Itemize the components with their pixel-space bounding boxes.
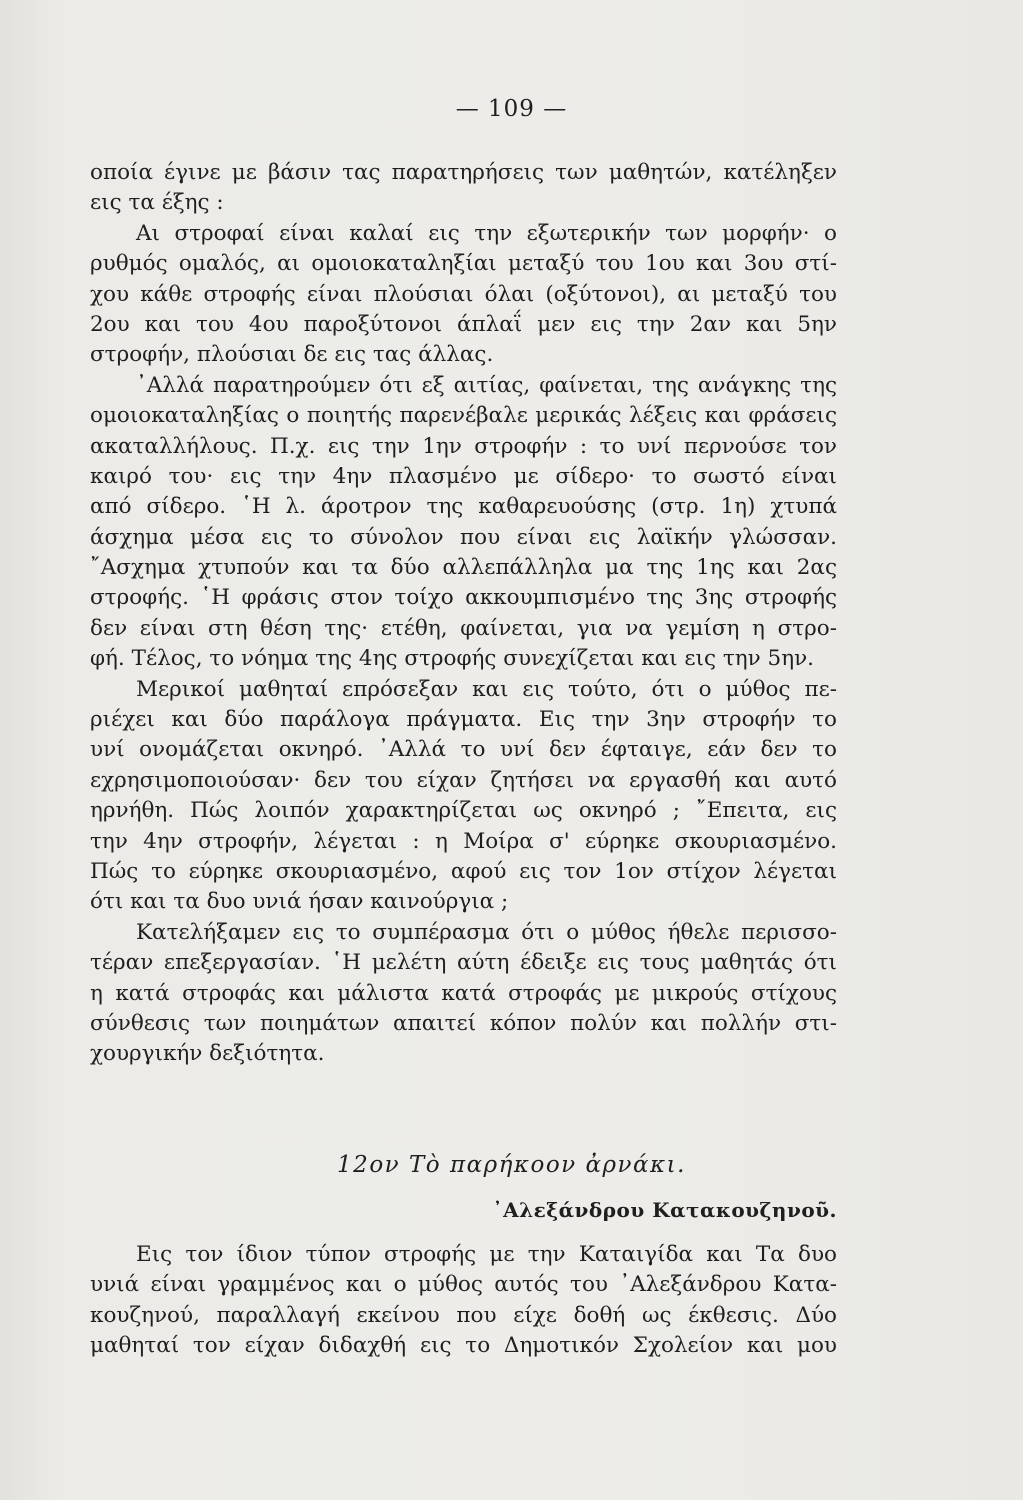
text-line: Μερικοί μαθηταί επρόσεξαν και εις τούτο, ότι ο μύθος πε- xyxy=(136,676,837,702)
text-line: καιρό του· εις την 4ην πλασμένο με σίδερο· το σωστό είναι xyxy=(90,463,837,489)
text-line: ηρνήθη. Πώς λοιπόν χαρακτηρίζεται ως οκνηρό ; ῎Επειτα, εις xyxy=(90,798,837,824)
text-line: υνί ονομάζεται οκνηρό. ᾿Αλλά το υνί δεν έφταιγε, εάν δεν το xyxy=(90,737,837,763)
text-line: σύνθεσις των ποιημάτων απαιτεί κόπον πολύν και πολλήν στι- xyxy=(90,1010,837,1036)
text-line: στροφής. ῾Η φράσις στον τοίχο ακκουμπισμένο της 3ης στροφής xyxy=(90,585,837,611)
page-number: — 109 — xyxy=(455,96,568,122)
body-text-block-2 xyxy=(90,1240,837,1362)
text-line: Πώς το εύρηκε σκουριασμένο, αφού εις τον 1ον στίχον λέγεται xyxy=(90,858,837,884)
text-line: ρυθμός ομαλός, αι ομοιοκαταληξίαι μεταξύ του 1ου και 3ου στί- xyxy=(90,251,837,277)
text-line: Εις τον ίδιον τύπον στροφής με την Καταιγίδα και Τα δυο xyxy=(136,1242,837,1267)
text-line: κουζηνού, παραλλαγή εκείνου που είχε δοθή ως έκθεσις. Δύο xyxy=(90,1302,837,1328)
text-line: η κατά στροφάς και μάλιστα κατά στροφάς με μικρούς στίχους xyxy=(90,980,837,1006)
text-line: χουργικήν δεξιότητα. xyxy=(90,1041,325,1067)
author-attribution: ᾿Αλεξάνδρου Κατακουζηνοῦ. xyxy=(492,1198,837,1222)
text-line: υνιά είναι γραμμένος και ο μύθος αυτός του ᾿Αλεξάνδρου Κατα- xyxy=(90,1272,837,1298)
text-line: τέραν επεξεργασίαν. ῾Η μελέτη αύτη έδειξε εις τους μαθητάς ότι xyxy=(90,950,837,976)
text-line: ακαταλλήλους. Π.χ. εις την 1ην στροφήν : το υνί περνούσε τον xyxy=(90,433,837,459)
text-line: εις τα έξης : xyxy=(90,190,224,216)
text-line: χου κάθε στροφής είναι πλούσιαι όλαι (οξύτονοι), αι μεταξύ του xyxy=(90,281,837,307)
text-line: 2ου και του 4ου παροξύτονοι άπλαΐ μεν εις την 2αν και 5ην xyxy=(90,311,837,337)
text-line: ᾿Αλλά παρατηρούμεν ότι εξ αιτίας, φαίνεται, της ανάγκης της xyxy=(136,372,837,398)
text-line: από σίδερο. ῾Η λ. άροτρον της καθαρευούσης (στρ. 1η) χτυπά xyxy=(90,494,837,520)
text-line: ότι και τα δυο υνιά ήσαν καινούργια ; xyxy=(90,889,509,915)
body-text-block xyxy=(90,158,837,1070)
text-line: στροφήν, πλούσιαι δε εις τας άλλας. xyxy=(90,342,494,368)
text-line: μαθηταί τον είχαν διδαχθή εις το Δημοτικόν Σχολείον και μου xyxy=(90,1333,837,1359)
text-line: Κατελήξαμεν εις το συμπέρασμα ότι ο μύθος ήθελε περισσο- xyxy=(136,919,837,945)
section-heading: 12ον Τὸ παρήκοον ἀρνάκι. xyxy=(337,1152,686,1178)
text-line: την 4ην στροφήν, λέγεται : η Μοίρα σ' εύρηκε σκουριασμένο. xyxy=(90,828,837,854)
text-line: ῎Ασχημα χτυπούν και τα δύο αλλεπάλληλα μα της 1ης και 2ας xyxy=(90,555,837,581)
text-line: ομοιοκαταληξίας ο ποιητής παρενέβαλε μερικάς λέξεις και φράσεις xyxy=(90,403,837,429)
text-line: οποία έγινε με βάσιν τας παρατηρήσεις των μαθητών, κατέληξεν xyxy=(90,160,837,185)
text-line: άσχημα μέσα εις το σύνολον που είναι εις λαϊκήν γλώσσαν. xyxy=(90,524,837,550)
text-line: Αι στροφαί είναι καλαί εις την εξωτερικήν των μορφήν· ο xyxy=(136,220,837,246)
text-line: ριέχει και δύο παράλογα πράγματα. Εις την 3ην στροφήν το xyxy=(90,707,837,733)
text-line: εχρησιμοποιούσαν· δεν του είχαν ζητήσει να εργασθή και αυτό xyxy=(90,767,837,793)
text-line: δεν είναι στη θέση της· ετέθη, φαίνεται, για να γεμίση η στρο- xyxy=(90,615,837,641)
text-line: φή. Τέλος, το νόημα της 4ης στροφής συνεχίζεται και εις την 5ην. xyxy=(90,646,814,672)
